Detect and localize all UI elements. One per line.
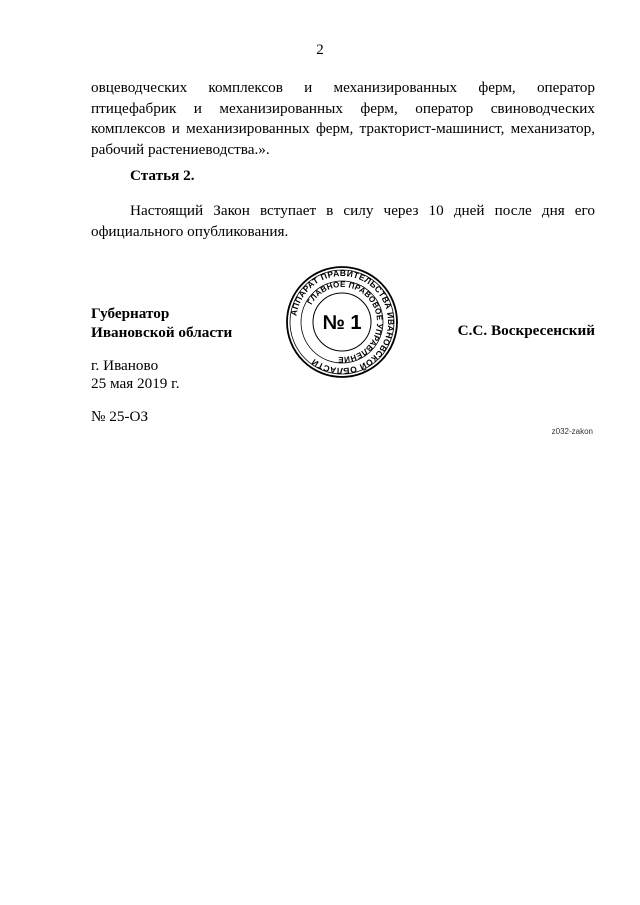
- place: г. Иваново: [91, 357, 159, 374]
- signature-title-line1: Губернатор: [91, 305, 170, 322]
- document-code: z032-zakon: [551, 427, 593, 436]
- date: 25 мая 2019 г.: [91, 375, 180, 392]
- article-text: Настоящий Закон вступает в силу через 10 дней после дня его официального опубликования.: [91, 202, 595, 240]
- stamp-outer-text: АППАРАТ ПРАВИТЕЛЬСТВА ИВАНОВСКОЙ ОБЛАСТИ: [288, 267, 397, 377]
- signature-name: С.С. Воскресенский: [457, 322, 595, 339]
- law-number: № 25-ОЗ: [91, 408, 149, 425]
- stamp-center-number: № 1: [322, 312, 362, 334]
- signature-title: [91, 304, 232, 342]
- article-heading: Статья 2.: [130, 167, 195, 184]
- official-stamp: [285, 265, 399, 379]
- place-date-block: [91, 357, 180, 393]
- signature-title-line2: Ивановской области: [91, 324, 233, 341]
- stamp-inner-text: ГЛАВНОЕ ПРАВОВОЕ УПРАВЛЕНИЕ: [305, 279, 385, 365]
- page-number: 2: [316, 42, 324, 58]
- continuation-paragraph: овцеводческих комплексов и механизированных ферм, оператор птицефабрик и механизированных ферм, оператор свиноводческих комплексов и механизированных ферм, тракторист-машинист, механизатор, рабочий растениеводства.».: [91, 79, 595, 158]
